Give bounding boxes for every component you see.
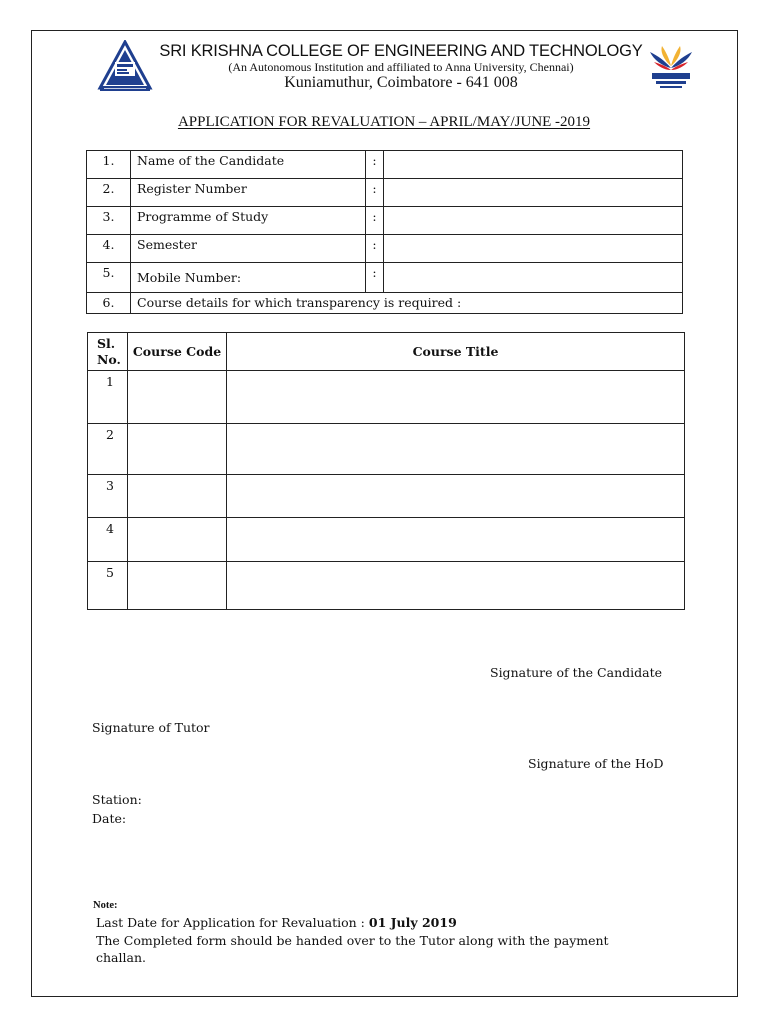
course-title-cell[interactable] <box>227 562 685 610</box>
field-label: Register Number <box>131 179 366 207</box>
note-instructions: The Completed form should be handed over to the Tutor along with the payment challan. <box>96 933 609 965</box>
table-row <box>88 518 685 562</box>
table-row <box>87 151 683 179</box>
note-last-date-text: Last Date for Application for Revaluation : <box>96 915 369 930</box>
sl-number: 3 <box>88 475 128 518</box>
course-title-cell[interactable] <box>227 475 685 518</box>
table-row <box>88 371 685 424</box>
header-course-title: Course Title <box>227 333 685 371</box>
table-row <box>88 424 685 475</box>
colon: : <box>366 207 384 235</box>
sl-number: 1 <box>88 371 128 424</box>
course-code-cell[interactable] <box>128 371 227 424</box>
letterhead <box>96 40 702 95</box>
table-row <box>88 562 685 610</box>
course-code-cell[interactable] <box>128 518 227 562</box>
college-affiliation: (An Autonomous Institution and affiliated to Anna University, Chennai) <box>228 60 574 74</box>
college-address: Kuniamuthur, Coimbatore - 641 008 <box>284 74 518 91</box>
mobile-number-field[interactable] <box>384 263 683 293</box>
course-code-cell[interactable] <box>128 475 227 518</box>
course-details-label: Course details for which transparency is required : <box>131 293 683 314</box>
candidate-details-table <box>86 150 683 314</box>
table-row <box>87 179 683 207</box>
table-row <box>87 235 683 263</box>
sl-number: 2 <box>88 424 128 475</box>
colon: : <box>366 151 384 179</box>
note-last-date <box>96 915 457 930</box>
row-number: 5. <box>87 263 131 293</box>
course-title-cell[interactable] <box>227 371 685 424</box>
course-table <box>87 332 685 610</box>
sri-krishna-institutions-logo-icon <box>642 44 700 92</box>
table-row <box>87 293 683 314</box>
row-number: 6. <box>87 293 131 314</box>
date-label: Date: <box>92 811 127 826</box>
semester-field[interactable] <box>384 235 683 263</box>
course-title-cell[interactable] <box>227 424 685 475</box>
table-row <box>87 207 683 235</box>
row-number: 2. <box>87 179 131 207</box>
course-title-cell[interactable] <box>227 518 685 562</box>
colon: : <box>366 235 384 263</box>
college-name: SRI KRISHNA COLLEGE OF ENGINEERING AND TECHNOLOGY <box>159 42 643 60</box>
note-last-date-value: 01 July 2019 <box>368 915 457 930</box>
programme-field[interactable] <box>384 207 683 235</box>
sl-number: 5 <box>88 562 128 610</box>
course-table-header <box>88 333 685 371</box>
row-number: 4. <box>87 235 131 263</box>
field-label: Name of the Candidate <box>131 151 366 179</box>
signature-hod-label: Signature of the HoD <box>528 756 664 771</box>
signature-candidate-label: Signature of the Candidate <box>490 665 662 680</box>
station-label: Station: <box>92 792 142 807</box>
sl-number: 4 <box>88 518 128 562</box>
candidate-name-field[interactable] <box>384 151 683 179</box>
note-label: Note: <box>93 900 118 911</box>
header-course-code: Course Code <box>128 333 227 371</box>
row-number: 1. <box>87 151 131 179</box>
field-label: Semester <box>131 235 366 263</box>
colon: : <box>366 179 384 207</box>
table-row <box>88 475 685 518</box>
table-row <box>87 263 683 293</box>
register-number-field[interactable] <box>384 179 683 207</box>
field-label: Programme of Study <box>131 207 366 235</box>
college-crest-icon <box>96 40 154 92</box>
course-code-cell[interactable] <box>128 562 227 610</box>
signature-tutor-label: Signature of Tutor <box>92 720 210 735</box>
form-title: APPLICATION FOR REVALUATION – APRIL/MAY/JUNE -2019 <box>177 114 591 130</box>
colon: : <box>366 263 384 293</box>
row-number: 3. <box>87 207 131 235</box>
course-code-cell[interactable] <box>128 424 227 475</box>
header-sl-no: Sl. No. <box>88 333 128 371</box>
field-label: Mobile Number: <box>131 263 366 293</box>
